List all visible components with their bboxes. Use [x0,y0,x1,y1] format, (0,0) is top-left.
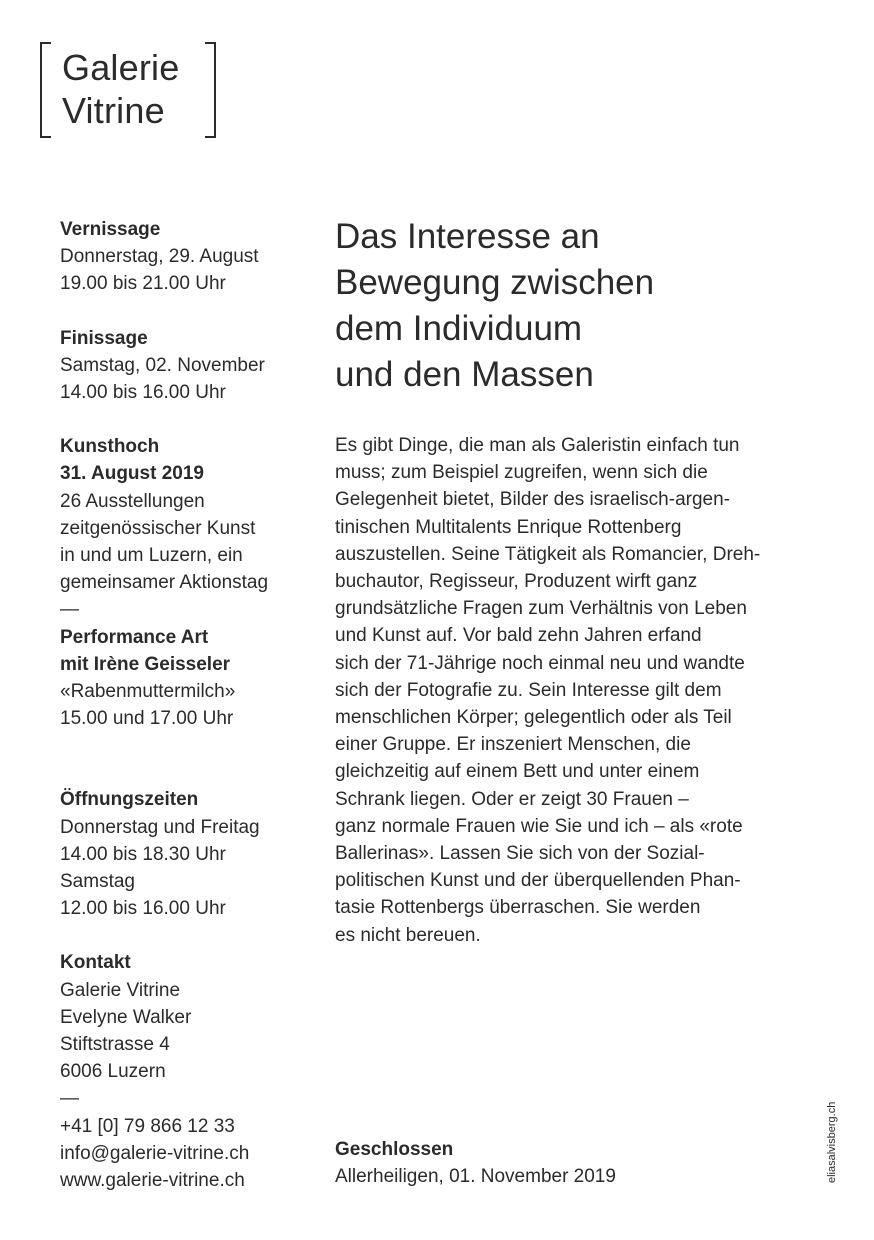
performance-work: «Rabenmuttermilch» [60,681,236,703]
opening-hours-line: 14.00 bis 18.30 Uhr [60,843,226,865]
body-line: tinischen Multitalents Enrique Rottenberg [335,516,682,538]
headline-line: Das Interesse an [335,217,600,256]
headline [335,214,815,398]
contact-website-link[interactable]: www.galerie-vitrine.ch [60,1170,245,1192]
body-line: einer Gruppe. Er inszeniert Menschen, die [335,734,691,756]
contact-title: Kontakt [60,952,131,974]
logo-text [62,46,179,132]
contact-email-link[interactable]: info@galerie-vitrine.ch [60,1142,250,1164]
vernissage-title: Vernissage [60,219,161,240]
kunsthoch-line: zeitgenössischer Kunst [60,517,256,539]
vernissage-block [60,216,310,298]
headline-line: dem Individuum [335,309,583,348]
body-line: muss; zum Beispiel zugreifen, wenn sich die [335,462,708,484]
logo-bracket-right [205,42,216,138]
contact-line: Stiftstrasse 4 [60,1034,170,1056]
contact-phone[interactable]: +41 [0] 79 866 12 33 [60,1115,235,1137]
headline-line: und den Massen [335,355,594,394]
body-line: es nicht bereuen. [335,924,481,946]
opening-hours-line: Samstag [60,871,135,893]
closed-title: Geschlossen [335,1139,454,1160]
logo-line-1: Galerie [62,47,180,88]
contact-line: Evelyne Walker [60,1006,192,1028]
kunsthoch-block [60,433,310,732]
body-line: grundsätzliche Fragen zum Verhältnis von Leben [335,598,747,620]
body-line: gleichzeitig auf einem Bett und unter einem [335,761,700,783]
vernissage-time: 19.00 bis 21.00 Uhr [60,273,226,295]
kunsthoch-line: in und um Luzern, ein [60,545,243,567]
body-line: Es gibt Dinge, die man als Galeristin einfach tun [335,435,740,456]
body-line: Schrank liegen. Oder er zeigt 30 Frauen – [335,788,689,810]
performance-title: Performance Art [60,626,209,648]
kunsthoch-date: 31. August 2019 [60,463,204,485]
kunsthoch-title: Kunsthoch [60,436,160,458]
headline-line: Bewegung zwischen [335,263,655,302]
designer-credit: eliasalvisberg.ch [826,1101,838,1183]
closed-date: Allerheiligen, 01. November 2019 [335,1166,616,1188]
finissage-date: Samstag, 02. November [60,354,265,376]
info-sidebar [60,216,310,1194]
body-line: Ballerinas». Lassen Sie sich von der Sozial- [335,843,705,865]
closed-notice [335,1136,795,1190]
contact-line: 6006 Luzern [60,1061,166,1083]
opening-hours-line: 12.00 bis 16.00 Uhr [60,898,226,920]
logo-bracket-left [40,42,51,138]
body-line: tasie Rottenbergs überraschen. Sie werden [335,897,701,919]
kunsthoch-line: 26 Ausstellungen [60,490,205,512]
performance-artist: mit Irène Geisseler [60,653,231,675]
kunsthoch-dash: — [60,599,79,621]
logo-line-2: Vitrine [62,90,165,131]
body-line: sich der Fotografie zu. Sein Interesse gilt dem [335,679,722,701]
contact-line: Galerie Vitrine [60,979,181,1001]
opening-hours-block [60,786,310,922]
body-line: und Kunst auf. Vor bald zehn Jahren erfand [335,625,702,647]
body-line: buchautor, Regisseur, Produzent wirft ganz [335,571,698,593]
performance-time: 15.00 und 17.00 Uhr [60,708,234,730]
body-line: Gelegenheit bietet, Bilder des israelisch-argen- [335,489,730,511]
vernissage-date: Donnerstag, 29. August [60,246,259,268]
gallery-logo [40,42,216,136]
finissage-time: 14.00 bis 16.00 Uhr [60,382,226,404]
body-line: ganz normale Frauen wie Sie und ich – als «rote [335,815,743,837]
contact-dash: — [60,1088,79,1110]
body-text [335,432,795,949]
body-line: menschlichen Körper; gelegentlich oder als Teil [335,707,732,729]
opening-hours-line: Donnerstag und Freitag [60,816,260,838]
opening-hours-title: Öffnungszeiten [60,789,199,811]
body-line: sich der 71-Jährige noch einmal neu und wandte [335,652,745,674]
finissage-title: Finissage [60,327,148,349]
contact-block [60,949,310,1194]
kunsthoch-line: gemeinsamer Aktionstag [60,572,269,594]
body-line: auszustellen. Seine Tätigkeit als Romancier, Dreh- [335,543,761,565]
finissage-block [60,325,310,407]
body-line: politischen Kunst und der überquellenden Phan- [335,870,741,892]
